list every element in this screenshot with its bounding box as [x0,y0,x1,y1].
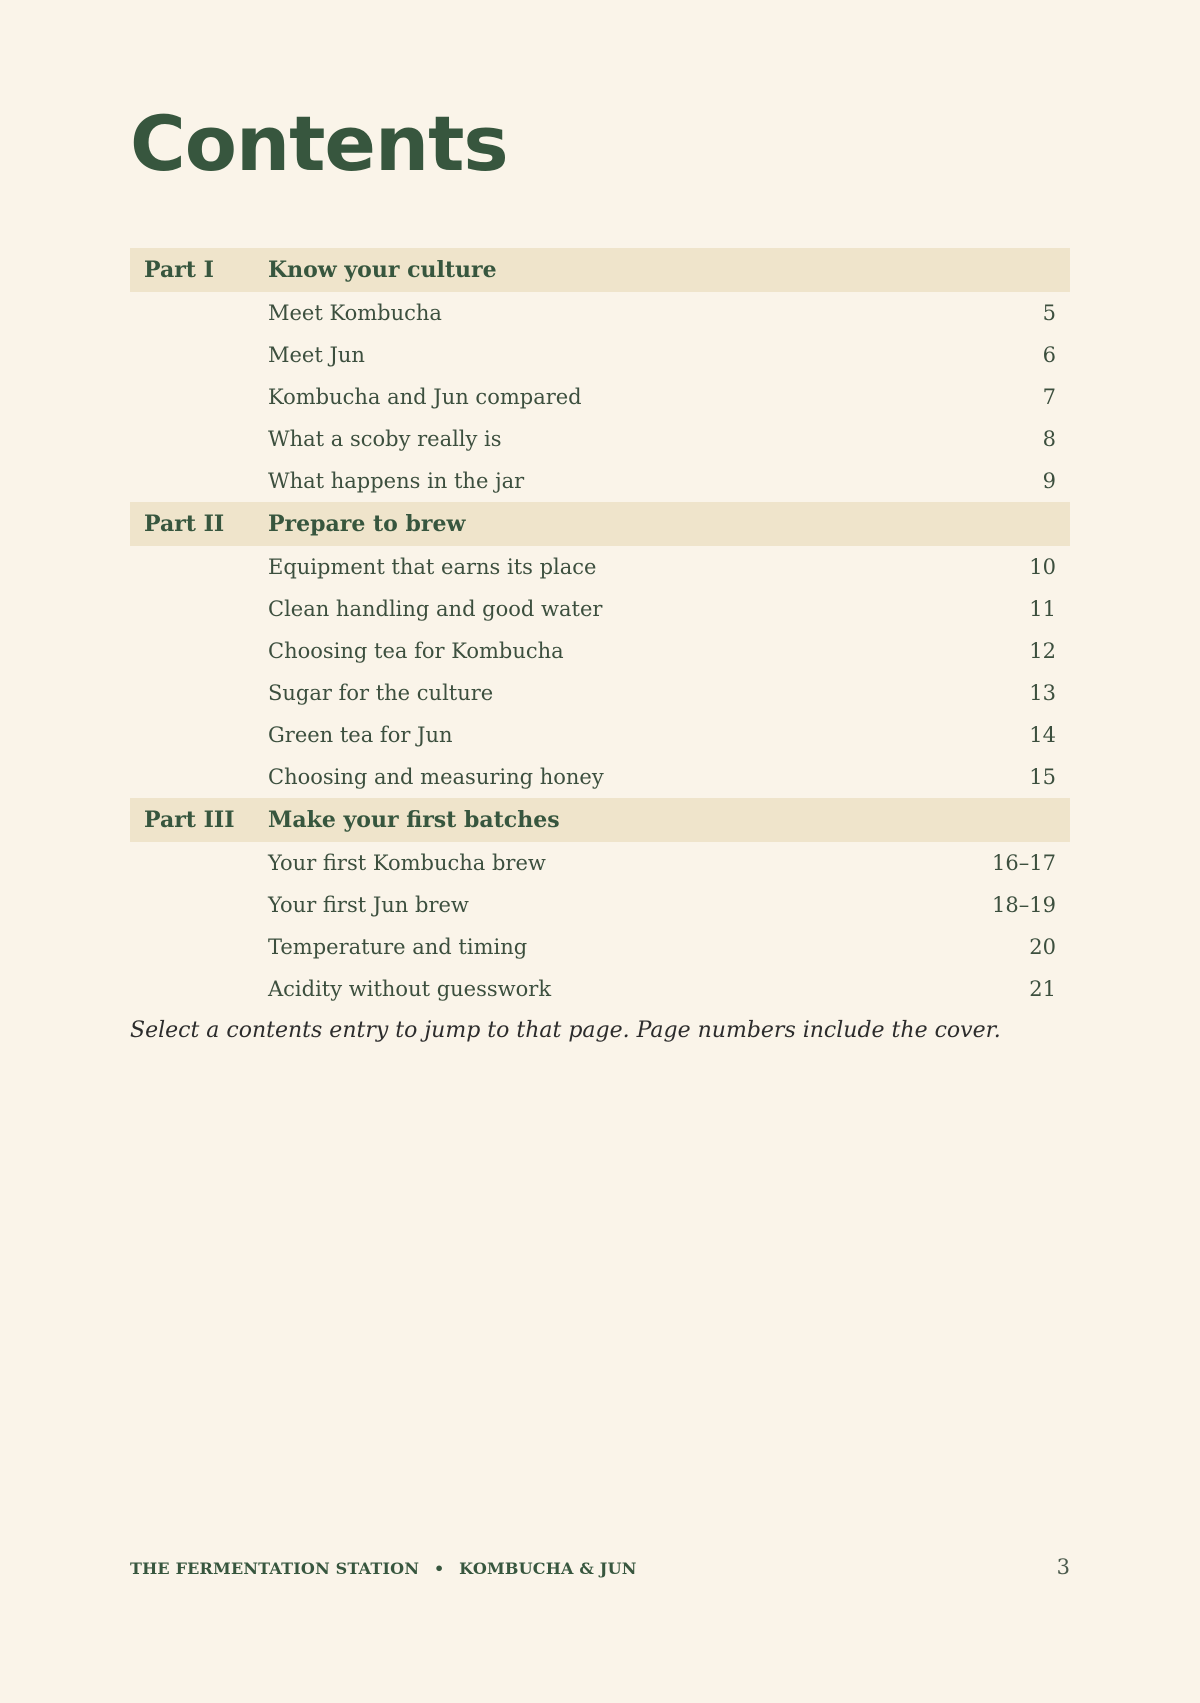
toc-entry[interactable] [130,630,1070,672]
toc-part-title: Prepare to brew [268,511,466,537]
toc-entry[interactable] [130,546,1070,588]
toc-entry-page: 15 [1029,765,1056,789]
toc-part-title: Make your first batches [268,807,560,833]
toc-entry-title: Meet Kombucha [268,301,442,325]
toc-entry[interactable] [130,884,1070,926]
contents-note: Select a contents entry to jump to that page. Page numbers include the cover. [130,1018,1001,1043]
toc-entry[interactable] [130,714,1070,756]
footer-separator: • [433,1559,445,1578]
toc-entry[interactable] [130,460,1070,502]
toc-entry[interactable] [130,756,1070,798]
footer-publication: THE FERMENTATION STATION [130,1559,420,1578]
toc-entry[interactable] [130,968,1070,1010]
toc-part-row[interactable] [130,798,1070,842]
table-of-contents [130,248,1070,1010]
toc-entry-page: 5 [1042,301,1056,325]
toc-part-title: Know your culture [268,257,497,283]
toc-entry[interactable] [130,334,1070,376]
toc-entry-page: 21 [1029,977,1056,1001]
toc-entry[interactable] [130,842,1070,884]
toc-entry[interactable] [130,672,1070,714]
toc-entry-page: 20 [1029,935,1056,959]
toc-entry-title: Choosing tea for Kombucha [268,639,564,663]
toc-entry[interactable] [130,292,1070,334]
toc-entry[interactable] [130,418,1070,460]
toc-entry-title: Your first Kombucha brew [268,851,546,875]
page-title: Contents [130,99,508,188]
toc-entry-title: Choosing and measuring honey [268,765,604,789]
toc-entry-title: Clean handling and good water [268,597,603,621]
toc-part-row[interactable] [130,248,1070,292]
toc-entry-page: 9 [1042,469,1056,493]
footer-subtitle: KOMBUCHA & JUN [459,1559,637,1578]
toc-entry-page: 10 [1029,555,1056,579]
toc-part-label: Part III [144,807,235,833]
toc-entry-title: What a scoby really is [268,427,502,451]
toc-entry-title: Acidity without guesswork [268,977,552,1001]
toc-entry-title: What happens in the jar [268,469,525,493]
toc-part-label: Part II [144,511,225,537]
toc-entry-page: 7 [1042,385,1056,409]
toc-entry[interactable] [130,588,1070,630]
toc-entry-page: 11 [1029,597,1056,621]
toc-entry-title: Green tea for Jun [268,723,453,747]
toc-entry-page: 14 [1029,723,1056,747]
page-footer [130,1555,1070,1579]
toc-entry-page: 18–19 [992,893,1056,917]
toc-entry-page: 13 [1029,681,1056,705]
toc-entry-page: 12 [1029,639,1056,663]
toc-entry[interactable] [130,926,1070,968]
toc-entry-page: 6 [1042,343,1056,367]
toc-entry-title: Your first Jun brew [268,893,469,917]
toc-part-row[interactable] [130,502,1070,546]
toc-entry-title: Temperature and timing [268,935,528,959]
toc-part-label: Part I [144,257,214,283]
toc-entry-title: Sugar for the culture [268,681,494,705]
toc-entry-title: Meet Jun [268,343,365,367]
page-number: 3 [1056,1555,1070,1579]
toc-entry[interactable] [130,376,1070,418]
toc-entry-page: 16–17 [992,851,1056,875]
running-footer [130,1559,637,1578]
toc-entry-title: Equipment that earns its place [268,555,597,579]
toc-entry-title: Kombucha and Jun compared [268,385,582,409]
toc-entry-page: 8 [1042,427,1056,451]
